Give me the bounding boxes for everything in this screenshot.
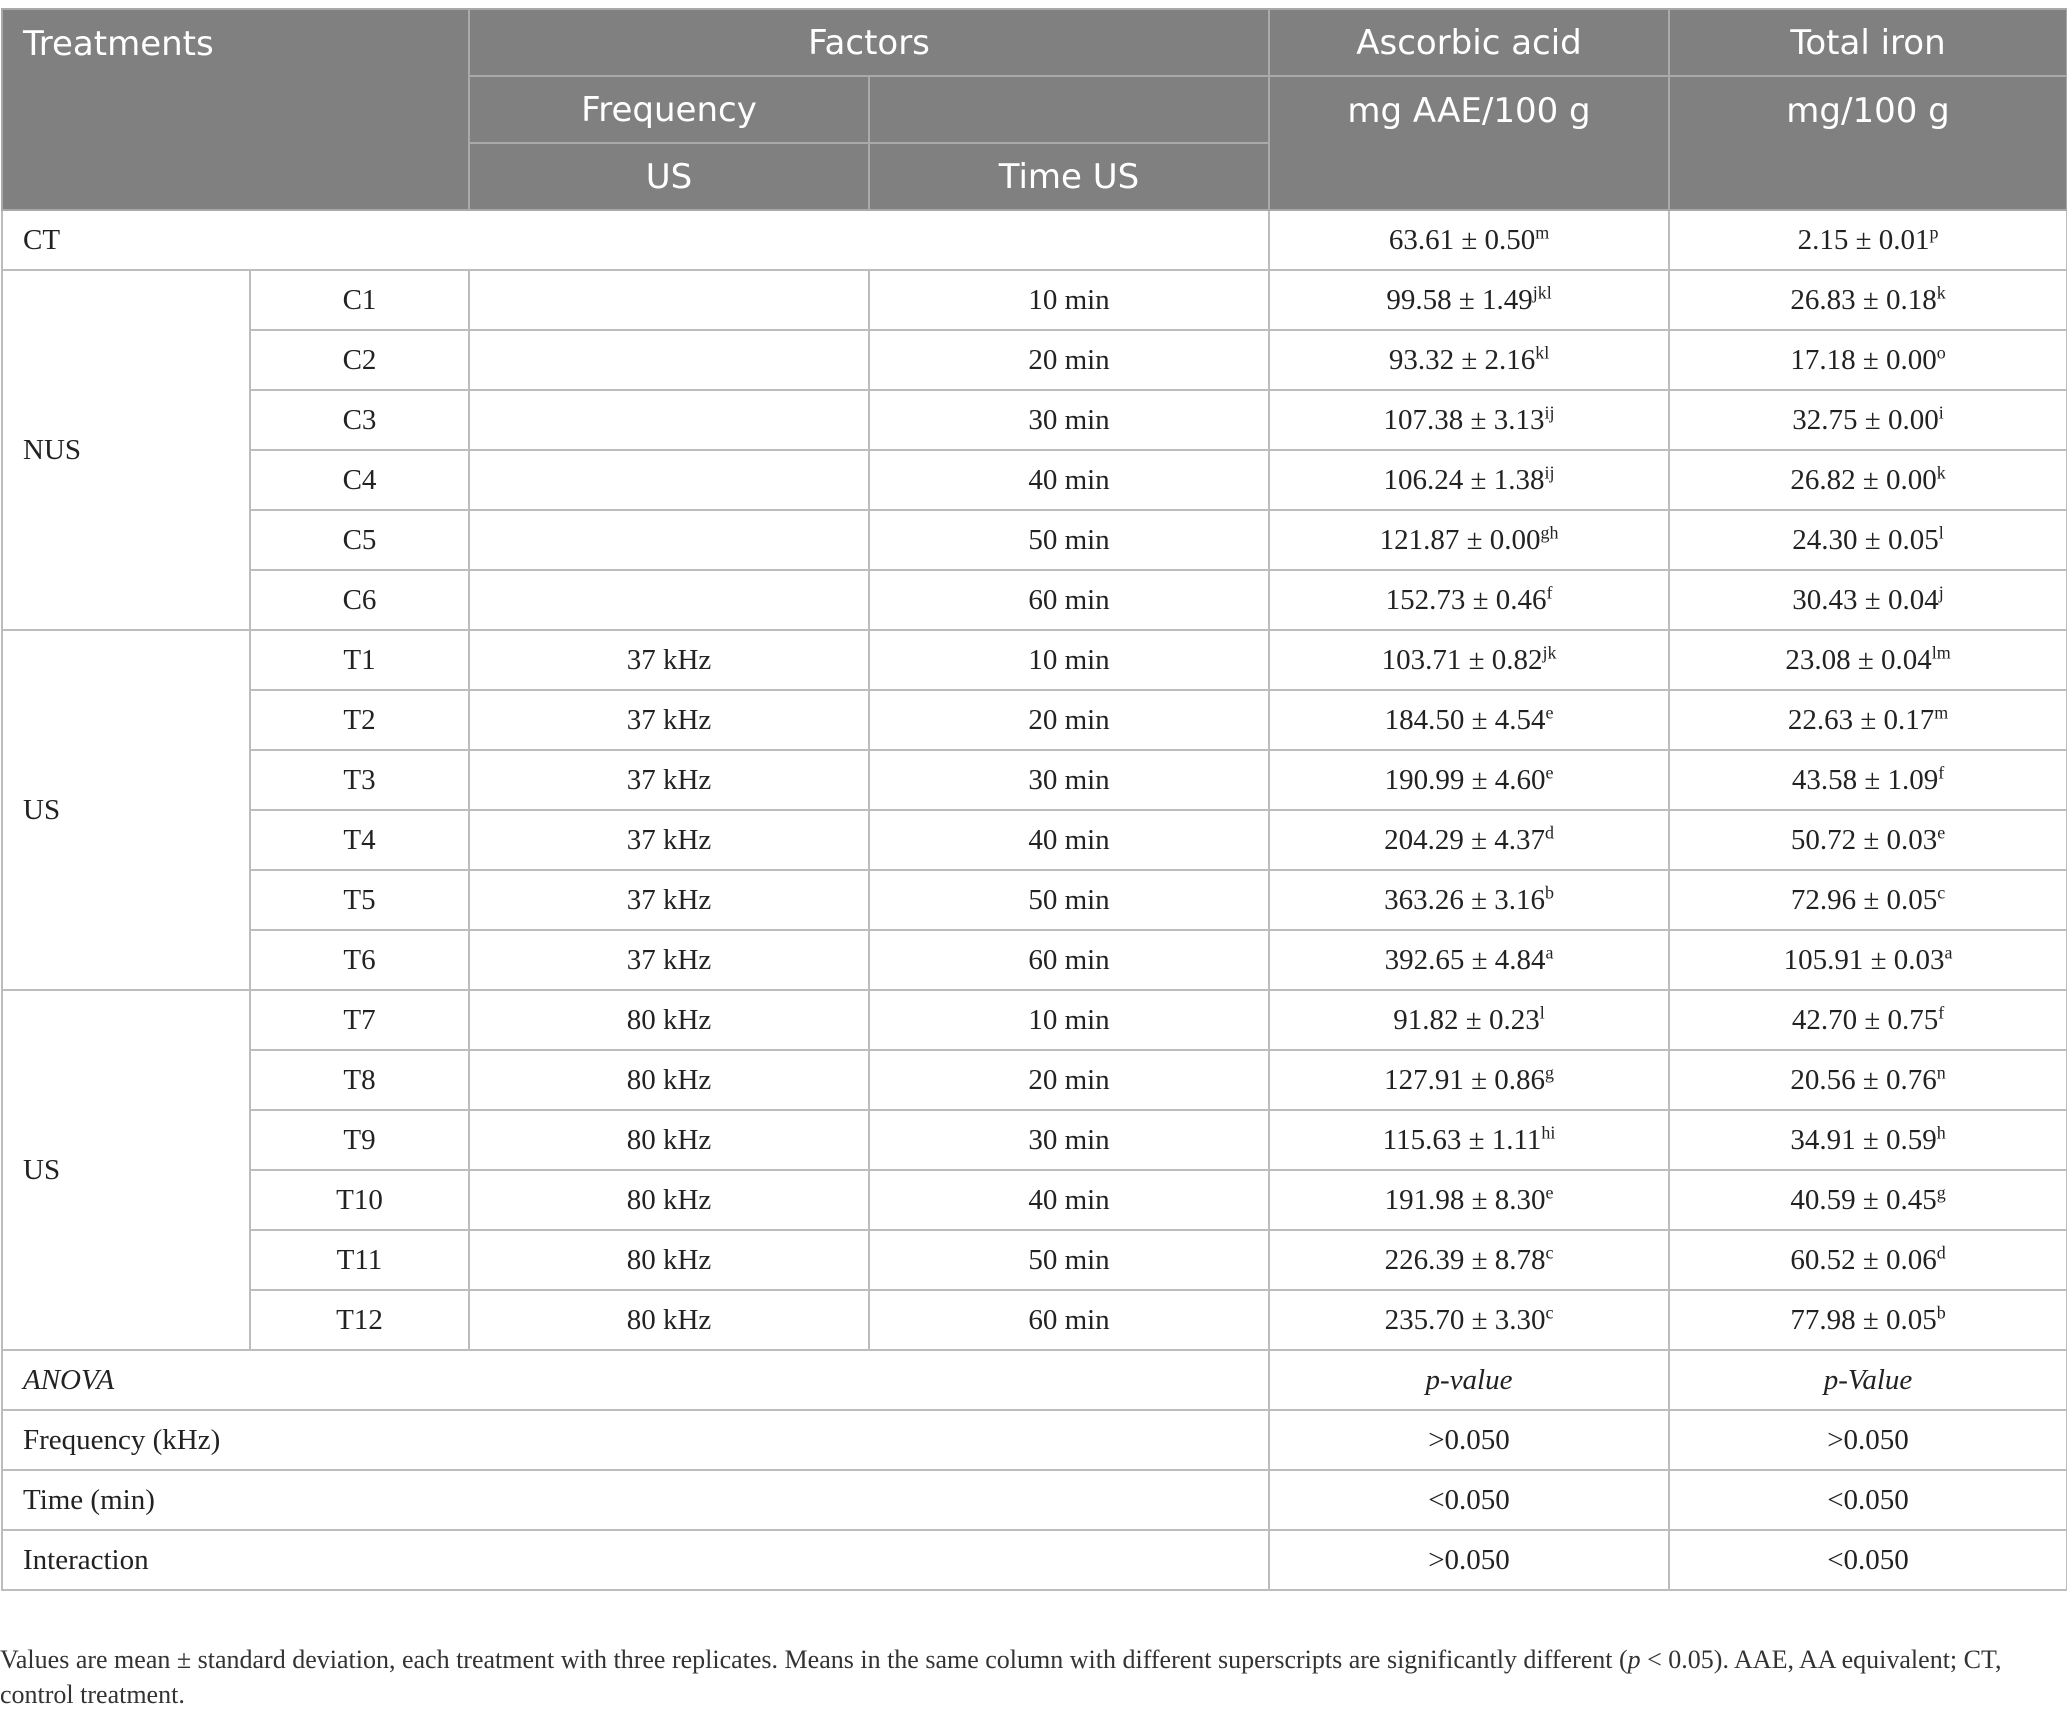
anova-aa-pvalue: >0.050 — [1269, 1530, 1669, 1590]
time-cell: 40 min — [869, 450, 1269, 510]
iron-cell-value: 20.56 ± 0.76 — [1790, 1063, 1937, 1096]
time-cell: 60 min — [869, 930, 1269, 990]
group-label: US — [2, 630, 250, 990]
iron-cell-value: 26.83 ± 0.18 — [1790, 283, 1937, 316]
iron-cell-value: 2.15 ± 0.01 — [1797, 223, 1930, 256]
header-blank — [869, 76, 1269, 143]
table-row-anova — [2, 1530, 2067, 1590]
header-treatments: Treatments — [2, 9, 469, 210]
ascorbic-cell — [1269, 870, 1669, 930]
iron-cell — [1669, 210, 2067, 270]
iron-cell — [1669, 510, 2067, 570]
superscript-letter: l — [1539, 1001, 1545, 1022]
superscript-letter: c — [1545, 1241, 1554, 1262]
treatment-code: C6 — [250, 570, 469, 630]
table-row-anova-header — [2, 1350, 2067, 1410]
treatment-code: T1 — [250, 630, 469, 690]
iron-cell-value: 43.58 ± 1.09 — [1791, 763, 1939, 796]
ascorbic-cell-value: 107.38 ± 3.13 — [1383, 403, 1545, 436]
ascorbic-cell-value: 99.58 ± 1.49 — [1386, 283, 1533, 316]
frequency-cell — [469, 390, 869, 450]
table-row-anova — [2, 1470, 2067, 1530]
superscript-letter: m — [1535, 221, 1550, 242]
superscript-letter: b — [1544, 881, 1554, 902]
treatment-code: C3 — [250, 390, 469, 450]
ascorbic-cell-value: 392.65 ± 4.84 — [1384, 943, 1546, 976]
ascorbic-cell — [1269, 1290, 1669, 1350]
table-row — [2, 510, 2067, 570]
superscript-letter: f — [1546, 581, 1553, 602]
frequency-cell — [469, 330, 869, 390]
superscript-letter: l — [1938, 521, 1944, 542]
table-row-control — [2, 210, 2067, 270]
ascorbic-cell-value: 184.50 ± 4.54 — [1384, 703, 1546, 736]
footnote-p-symbol: p — [1627, 1645, 1641, 1674]
table-row — [2, 450, 2067, 510]
superscript-letter: kl — [1535, 341, 1550, 362]
anova-fe-pvalue: <0.050 — [1669, 1470, 2067, 1530]
iron-cell — [1669, 1050, 2067, 1110]
superscript-letter: jk — [1542, 641, 1557, 662]
ascorbic-cell — [1269, 330, 1669, 390]
anova-factor-label: Interaction — [2, 1530, 1269, 1590]
anova-aa-pvalue: >0.050 — [1269, 1410, 1669, 1470]
frequency-cell: 37 kHz — [469, 630, 869, 690]
table-row — [2, 1170, 2067, 1230]
time-cell: 40 min — [869, 1170, 1269, 1230]
iron-cell — [1669, 570, 2067, 630]
treatment-code: T12 — [250, 1290, 469, 1350]
iron-cell-value: 32.75 ± 0.00 — [1792, 403, 1939, 436]
iron-cell-value: 40.59 ± 0.45 — [1790, 1183, 1937, 1216]
iron-cell — [1669, 1170, 2067, 1230]
header-factors: Factors — [469, 9, 1269, 76]
superscript-letter: ij — [1544, 401, 1555, 422]
ascorbic-cell-value: 204.29 ± 4.37 — [1384, 823, 1545, 856]
frequency-cell: 37 kHz — [469, 690, 869, 750]
superscript-letter: k — [1936, 461, 1946, 482]
superscript-letter: e — [1545, 761, 1554, 782]
table-header — [2, 9, 2067, 210]
iron-cell-value: 22.63 ± 0.17 — [1787, 703, 1935, 736]
iron-cell — [1669, 1230, 2067, 1290]
treatment-code: C5 — [250, 510, 469, 570]
time-cell: 10 min — [869, 630, 1269, 690]
iron-cell-value: 77.98 ± 0.05 — [1790, 1303, 1937, 1336]
treatment-code: C2 — [250, 330, 469, 390]
frequency-cell — [469, 570, 869, 630]
iron-cell — [1669, 390, 2067, 450]
time-cell: 20 min — [869, 330, 1269, 390]
ascorbic-cell — [1269, 1050, 1669, 1110]
frequency-cell: 80 kHz — [469, 1110, 869, 1170]
superscript-letter: d — [1936, 1241, 1946, 1262]
ascorbic-cell — [1269, 690, 1669, 750]
frequency-cell: 37 kHz — [469, 870, 869, 930]
frequency-cell: 37 kHz — [469, 810, 869, 870]
treatment-code: T9 — [250, 1110, 469, 1170]
superscript-letter: f — [1938, 761, 1945, 782]
ascorbic-cell — [1269, 810, 1669, 870]
ascorbic-cell — [1269, 570, 1669, 630]
table-row — [2, 1110, 2067, 1170]
treatment-code: T10 — [250, 1170, 469, 1230]
footnote-text-2: < 0.05). AAE, AA equivalent; CT, control treatment. — [0, 1645, 2002, 1709]
superscript-letter: b — [1936, 1301, 1946, 1322]
table-row — [2, 570, 2067, 630]
time-cell: 60 min — [869, 570, 1269, 630]
superscript-letter: c — [1937, 881, 1946, 902]
anova-factor-label: Time (min) — [2, 1470, 1269, 1530]
group-label: NUS — [2, 270, 250, 630]
superscript-letter: o — [1936, 341, 1946, 362]
anova-fe-pvalue: <0.050 — [1669, 1530, 2067, 1590]
iron-cell — [1669, 810, 2067, 870]
table-row — [2, 870, 2067, 930]
superscript-letter: p — [1929, 221, 1939, 242]
superscript-letter: ij — [1544, 461, 1555, 482]
superscript-letter: n — [1936, 1061, 1946, 1082]
time-cell: 20 min — [869, 1050, 1269, 1110]
superscript-letter: e — [1937, 821, 1946, 842]
time-cell: 20 min — [869, 690, 1269, 750]
ascorbic-cell-value: 363.26 ± 3.16 — [1384, 883, 1545, 916]
table-row — [2, 990, 2067, 1050]
ascorbic-cell — [1269, 210, 1669, 270]
anova-label: ANOVA — [2, 1350, 1269, 1410]
ascorbic-cell-value: 115.63 ± 1.11 — [1382, 1123, 1542, 1156]
treatment-code: T4 — [250, 810, 469, 870]
iron-cell-value: 60.52 ± 0.06 — [1790, 1243, 1937, 1276]
iron-cell-value: 34.91 ± 0.59 — [1790, 1123, 1937, 1156]
frequency-cell — [469, 510, 869, 570]
time-cell: 30 min — [869, 750, 1269, 810]
treatment-code: C4 — [250, 450, 469, 510]
header-time-us: Time US — [869, 143, 1269, 210]
table-row — [2, 390, 2067, 450]
header-frequency: Frequency — [469, 76, 869, 143]
table-body — [2, 210, 2067, 1590]
table-row — [2, 930, 2067, 990]
control-label: CT — [2, 210, 1269, 270]
treatment-code: T8 — [250, 1050, 469, 1110]
superscript-letter: f — [1938, 1001, 1945, 1022]
table-row — [2, 1230, 2067, 1290]
ascorbic-cell — [1269, 1110, 1669, 1170]
time-cell: 30 min — [869, 1110, 1269, 1170]
iron-cell — [1669, 630, 2067, 690]
ascorbic-cell-value: 226.39 ± 8.78 — [1384, 1243, 1546, 1276]
treatment-code: C1 — [250, 270, 469, 330]
frequency-cell — [469, 270, 869, 330]
iron-cell — [1669, 450, 2067, 510]
ascorbic-cell — [1269, 270, 1669, 330]
frequency-cell: 80 kHz — [469, 1230, 869, 1290]
time-cell: 50 min — [869, 1230, 1269, 1290]
treatment-code: T11 — [250, 1230, 469, 1290]
ascorbic-cell-value: 91.82 ± 0.23 — [1393, 1003, 1540, 1036]
superscript-letter: jkl — [1532, 281, 1552, 302]
ascorbic-cell-value: 121.87 ± 0.00 — [1379, 523, 1541, 556]
table-row-anova — [2, 1410, 2067, 1470]
superscript-letter: j — [1938, 581, 1944, 602]
time-cell: 30 min — [869, 390, 1269, 450]
table-row — [2, 1290, 2067, 1350]
frequency-cell — [469, 450, 869, 510]
time-cell: 10 min — [869, 270, 1269, 330]
iron-cell — [1669, 870, 2067, 930]
ascorbic-cell-value: 63.61 ± 0.50 — [1388, 223, 1536, 256]
frequency-cell: 80 kHz — [469, 1290, 869, 1350]
iron-cell-value: 26.82 ± 0.00 — [1790, 463, 1937, 496]
frequency-cell: 80 kHz — [469, 1170, 869, 1230]
ascorbic-cell-value: 235.70 ± 3.30 — [1384, 1303, 1546, 1336]
iron-cell — [1669, 330, 2067, 390]
ascorbic-cell — [1269, 990, 1669, 1050]
superscript-letter: g — [1936, 1181, 1946, 1202]
iron-cell-value: 50.72 ± 0.03 — [1790, 823, 1938, 856]
superscript-letter: m — [1934, 701, 1949, 722]
ascorbic-cell-value: 93.32 ± 2.16 — [1388, 343, 1536, 376]
frequency-cell: 37 kHz — [469, 930, 869, 990]
superscript-letter: a — [1944, 941, 1953, 962]
iron-cell-value: 105.91 ± 0.03 — [1783, 943, 1945, 976]
frequency-cell: 80 kHz — [469, 990, 869, 1050]
time-cell: 50 min — [869, 510, 1269, 570]
ascorbic-cell-value: 103.71 ± 0.82 — [1381, 643, 1543, 676]
anova-aa-pvalue: <0.050 — [1269, 1470, 1669, 1530]
ascorbic-cell — [1269, 1170, 1669, 1230]
treatment-code: T3 — [250, 750, 469, 810]
table-row — [2, 1050, 2067, 1110]
ascorbic-cell-value: 191.98 ± 8.30 — [1384, 1183, 1546, 1216]
table-row — [2, 270, 2067, 330]
iron-cell — [1669, 930, 2067, 990]
frequency-cell: 37 kHz — [469, 750, 869, 810]
iron-cell — [1669, 1290, 2067, 1350]
superscript-letter: e — [1545, 1181, 1554, 1202]
ascorbic-cell — [1269, 1230, 1669, 1290]
iron-cell — [1669, 750, 2067, 810]
results-table — [1, 8, 2067, 1591]
table-footnote — [0, 1642, 2060, 1712]
superscript-letter: c — [1545, 1301, 1554, 1322]
ascorbic-cell-value: 106.24 ± 1.38 — [1383, 463, 1545, 496]
ascorbic-cell — [1269, 750, 1669, 810]
header-us: US — [469, 143, 869, 210]
ascorbic-cell — [1269, 450, 1669, 510]
header-iron-unit: mg/100 g — [1669, 76, 2067, 210]
iron-cell-value: 24.30 ± 0.05 — [1792, 523, 1939, 556]
iron-cell-value: 30.43 ± 0.04 — [1792, 583, 1939, 616]
treatment-code: T7 — [250, 990, 469, 1050]
header-ascorbic-acid: Ascorbic acid — [1269, 9, 1669, 76]
ascorbic-cell — [1269, 930, 1669, 990]
superscript-letter: h — [1936, 1121, 1946, 1142]
superscript-letter: e — [1545, 701, 1554, 722]
anova-fe-pvalue: >0.050 — [1669, 1410, 2067, 1470]
treatment-code: T5 — [250, 870, 469, 930]
header-total-iron: Total iron — [1669, 9, 2067, 76]
frequency-cell: 80 kHz — [469, 1050, 869, 1110]
iron-cell-value: 17.18 ± 0.00 — [1790, 343, 1937, 376]
time-cell: 50 min — [869, 870, 1269, 930]
superscript-letter: hi — [1541, 1121, 1556, 1142]
superscript-letter: a — [1545, 941, 1554, 962]
iron-cell — [1669, 690, 2067, 750]
time-cell: 40 min — [869, 810, 1269, 870]
iron-cell-value: 23.08 ± 0.04 — [1785, 643, 1932, 676]
table-row — [2, 690, 2067, 750]
iron-cell-value: 72.96 ± 0.05 — [1790, 883, 1938, 916]
treatment-code: T6 — [250, 930, 469, 990]
table-row — [2, 750, 2067, 810]
time-cell: 10 min — [869, 990, 1269, 1050]
superscript-letter: g — [1544, 1061, 1554, 1082]
footnote-text-1: Values are mean ± standard deviation, each treatment with three replicates. Means in the same column with different superscripts are significantly different ( — [0, 1645, 1628, 1674]
superscript-letter: k — [1936, 281, 1946, 302]
group-label: US — [2, 990, 250, 1350]
superscript-letter: d — [1544, 821, 1554, 842]
table-row — [2, 810, 2067, 870]
iron-cell-value: 42.70 ± 0.75 — [1791, 1003, 1939, 1036]
anova-fe-header: p-Value — [1669, 1350, 2067, 1410]
ascorbic-cell-value: 190.99 ± 4.60 — [1384, 763, 1546, 796]
ascorbic-cell — [1269, 630, 1669, 690]
superscript-letter: lm — [1931, 641, 1951, 662]
iron-cell — [1669, 990, 2067, 1050]
table-row — [2, 630, 2067, 690]
superscript-letter: i — [1938, 401, 1944, 422]
ascorbic-cell — [1269, 510, 1669, 570]
iron-cell — [1669, 1110, 2067, 1170]
anova-aa-header: p-value — [1269, 1350, 1669, 1410]
table-row — [2, 330, 2067, 390]
ascorbic-cell — [1269, 390, 1669, 450]
time-cell: 60 min — [869, 1290, 1269, 1350]
ascorbic-cell-value: 127.91 ± 0.86 — [1384, 1063, 1545, 1096]
anova-factor-label: Frequency (kHz) — [2, 1410, 1269, 1470]
ascorbic-cell-value: 152.73 ± 0.46 — [1385, 583, 1547, 616]
superscript-letter: gh — [1540, 521, 1559, 542]
header-ascorbic-unit: mg AAE/100 g — [1269, 76, 1669, 210]
iron-cell — [1669, 270, 2067, 330]
treatment-code: T2 — [250, 690, 469, 750]
